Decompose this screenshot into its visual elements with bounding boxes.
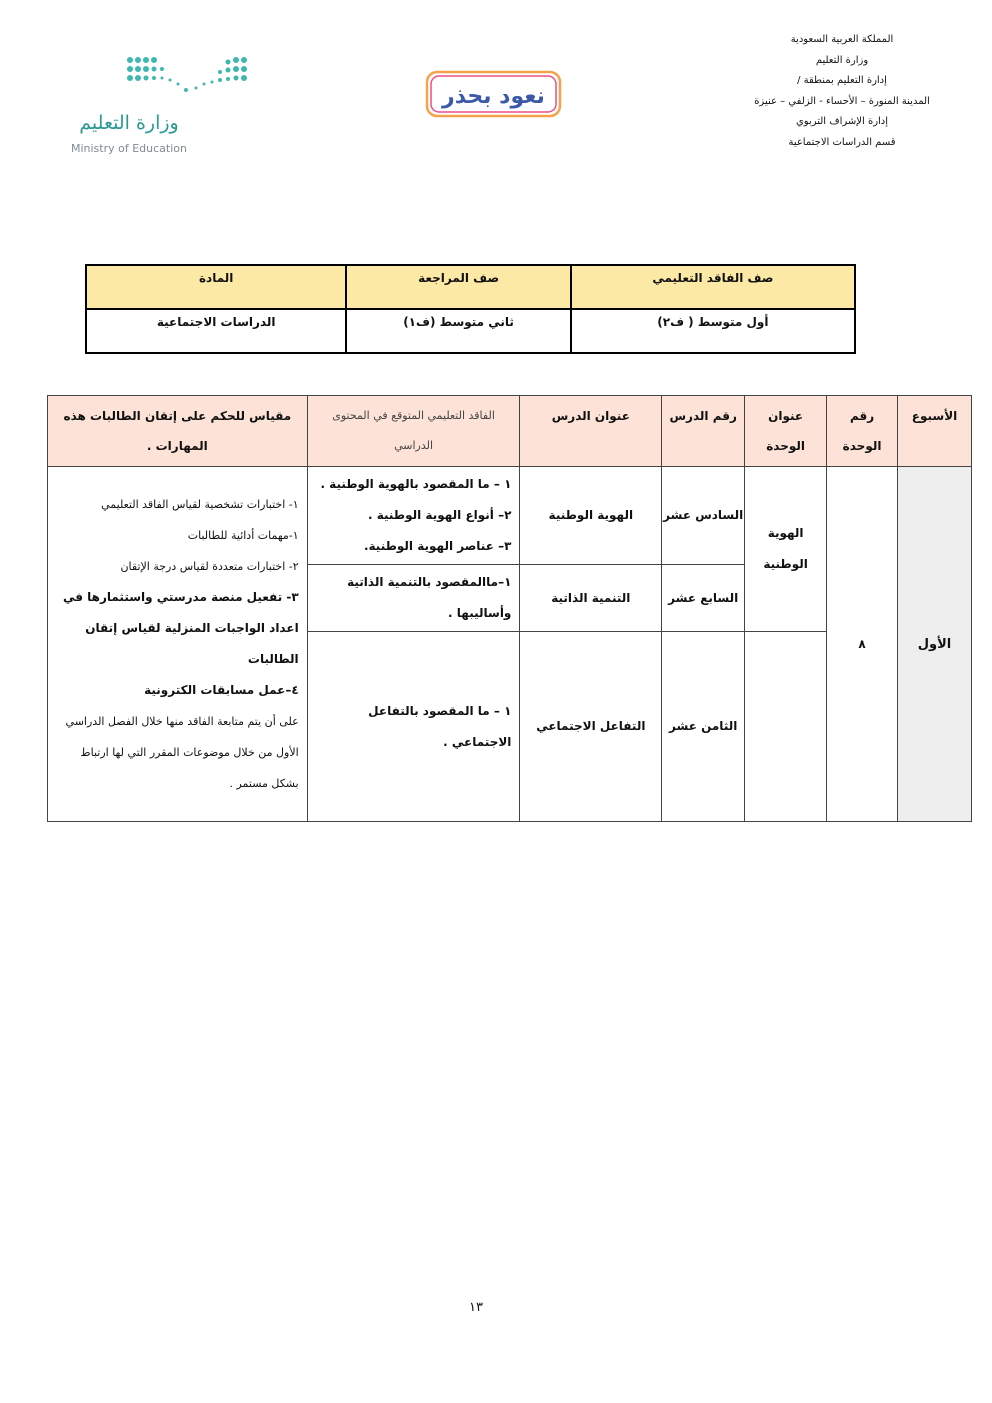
outcomes-cell <box>307 565 520 632</box>
header-line: إدارة الإشراف التربوي <box>795 116 889 127</box>
header-line: المملكة العربية السعودية <box>790 34 894 45</box>
lesson-number-cell: السادس عشر <box>662 467 745 565</box>
grade-info-table <box>85 264 856 354</box>
outcome-item: ١ – ما المقصود بالهوية الوطنية . <box>320 477 512 491</box>
col-week: الأسبوع <box>898 396 972 467</box>
header-line: إدارة التعليم بمنطقة / <box>797 75 887 86</box>
outcome-item: ٣– عناصر الهوية الوطنية. <box>363 539 512 553</box>
campaign-logo <box>425 68 562 120</box>
col-expected-loss: الفاقد التعليمي المتوقع في المحتوى الدراسي <box>307 396 520 467</box>
header-subject: المادة <box>86 265 346 309</box>
header-review-grade: صف المراجعة <box>346 265 570 309</box>
col-unit-title: عنوان الوحدة <box>745 396 827 467</box>
col-lesson-title: عنوان الدرس <box>520 396 662 467</box>
page-number: ١٣ <box>469 1300 483 1315</box>
measure-item: ١- اختبارات تشخصية لقياس الفاقد التعليمي <box>101 498 299 511</box>
header-line: وزارة التعليم <box>815 54 869 66</box>
outcome-item: ١–ماالمقصود بالتنمية الذاتية وأساليبها . <box>347 575 512 620</box>
col-lesson-number: رقم الدرس <box>662 396 745 467</box>
col-measure: مقياس للحكم على إتقان الطالبات هذه المهارات . <box>48 396 308 467</box>
unit-title-cell: الهوية الوطنية <box>745 467 827 632</box>
lesson-plan-table <box>47 395 972 822</box>
ministry-dots-icon <box>124 52 254 102</box>
ministry-name-arabic: وزارة التعليم <box>79 112 179 134</box>
outcomes-cell <box>307 632 520 822</box>
measure-item: ١-مهمات أدائية للطالبات <box>187 529 299 542</box>
campaign-logo-text: نعود بحذر <box>442 84 545 109</box>
measure-item: ٤–عمل مسابقات الكترونية <box>144 683 299 697</box>
value-lost-grade: أول متوسط ( ف٢) <box>571 309 855 353</box>
lesson-title-cell: التفاعل الاجتماعي <box>520 632 662 822</box>
ministry-logo <box>64 52 254 162</box>
lesson-title-cell: الهوية الوطنية <box>520 467 662 565</box>
measure-item: على أن يتم متابعة الفاقد منها خلال الفصل الدراسي الأول من خلال موضوعات المقرر التي لها ارتباط بشكل مستمر . <box>65 715 299 790</box>
ministry-name-english: Ministry of Education <box>70 142 187 155</box>
lesson-number-cell: الثامن عشر <box>662 632 745 822</box>
unit-title-empty-cell <box>745 632 827 822</box>
unit-number-cell: ٨ <box>827 467 898 822</box>
lesson-title-cell: التنمية الذاتية <box>520 565 662 632</box>
header-lost-grade: صف الفاقد التعليمي <box>571 265 855 309</box>
ministry-header <box>742 30 942 153</box>
measure-item: ٢- اختبارات متعددة لقياس درجة الإتقان <box>120 560 299 573</box>
week-cell: الأول <box>898 467 972 822</box>
measure-item: ٣- تفعيل منصة مدرستي واستثمارها في اعداد الواجبات المنزلية لقياس إتقان الطالبات <box>62 590 299 666</box>
col-unit-number: رقم الوحدة <box>827 396 898 467</box>
header-line: قسم الدراسات الاجتماعية <box>788 136 896 148</box>
header-line: المدينة المنورة – الأحساء - الزلفي – عنيزة <box>754 95 930 107</box>
value-subject: الدراسات الاجتماعية <box>86 309 346 353</box>
table-row <box>48 467 972 565</box>
measure-cell <box>48 467 308 822</box>
value-review-grade: ثاني متوسط (ف١) <box>346 309 570 353</box>
lesson-number-cell: السابع عشر <box>662 565 745 632</box>
outcomes-cell <box>307 467 520 565</box>
outcome-item: ١ – ما المقصود بالتفاعل الاجتماعي . <box>368 703 512 749</box>
outcome-item: ٢– أنواع الهوية الوطنية . <box>367 508 512 522</box>
